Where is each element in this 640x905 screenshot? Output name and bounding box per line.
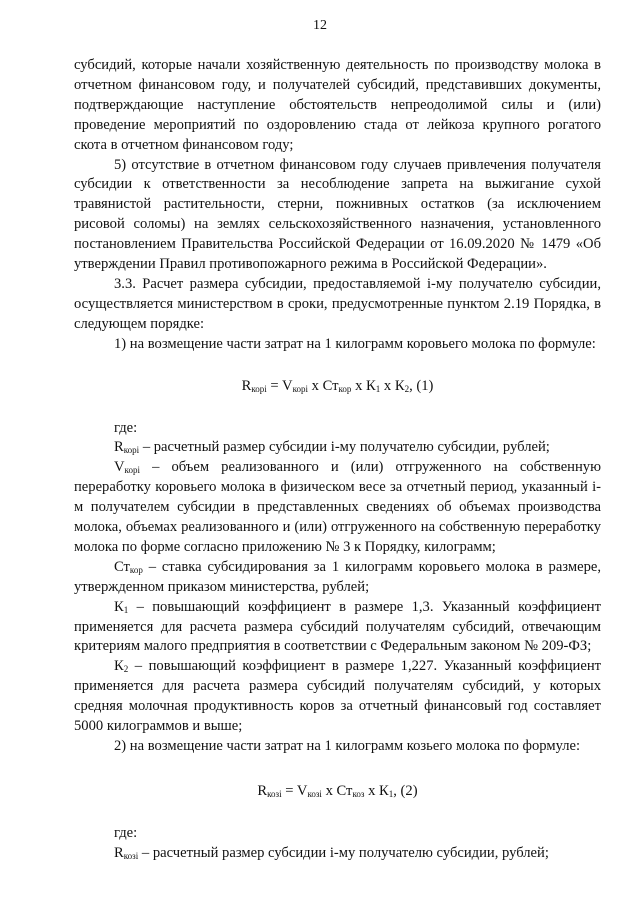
document-body bbox=[74, 56, 601, 864]
paragraph-continuation: субсидий, которые начали хозяйственную деятельность по производству молока в отчетном финансовом году, и получателей субсидий, представивших документы, подтверждающие наступление обстоятельств непреодолимой силы и (или) проведение мероприятий по оздоровлению стада от лейкоза крупного рогатого скота в отчетном финансовом году; bbox=[74, 57, 601, 153]
definition-v-kor: $V_{корi}$ – объем реализованного и (или) отгруженного на собственную переработку коровьего молока в физическом весе за отчетный период, указанный i-м получателем субсидии в представленных сведениях об объемах производства молока, объемах реализованного и (или) отгруженного на собственную переработку молока по форме согласно приложению № 3 к Порядку, килограмм; bbox=[74, 459, 601, 555]
definition-r-koz: $R_{козi}$ – расчетный размер субсидии i-му получателю субсидии, рублей; bbox=[114, 844, 549, 861]
where-label-1: где: bbox=[114, 419, 138, 436]
formula-1: $R_{корi} = V_{корi}$ х $Ст_{кор}$ х $К_1$ х $К_2$, (1) bbox=[241, 377, 434, 394]
formula-2: $R_{козi} = V_{козi}$ х $Ст_{коз}$ х $К_1$, (2) bbox=[257, 782, 418, 799]
paragraph-3-3: 3.3. Расчет размера субсидии, предоставляемой i-му получателю субсидии, осуществляется министерством в сроки, предусмотренные пунктом 2.19 Порядка, в следующем порядке: bbox=[74, 275, 601, 332]
paragraph-item-5: 5) отсутствие в отчетном финансовом году случаев привлечения получателя субсидии к ответственности за несоблюдение запрета на выжигание сухой травянистой растительности, стерни, пожнивных остатков (за исключением рисовой соломы) на землях сельскохозяйственного назначения, установленного постановлением Правительства Российской Федерации от 16.09.2020 № 1479 «Об утверждении Правил противопожарного режима в Российской Федерации». bbox=[74, 156, 601, 273]
definition-k1: $К_1$ – повышающий коэффициент в размере 1,3. Указанный коэффициент применяется для расчета размера субсидий получателям субсидий, отвечающим критериям малого предприятия в соответствии с Федеральным законом № 209-ФЗ; bbox=[74, 598, 601, 655]
paragraph-item-1: 1) на возмещение части затрат на 1 килограмм коровьего молока по формуле: bbox=[114, 335, 596, 352]
definition-st-kor: $Ст_{кор}$ – ставка субсидирования за 1 килограмм коровьего молока в размере, утвержденном приказом министерства, рублей; bbox=[74, 558, 602, 595]
where-label-2: где: bbox=[114, 824, 138, 841]
paragraph-item-2: 2) на возмещение части затрат на 1 килограмм козьего молока по формуле: bbox=[114, 738, 581, 754]
definition-k2: $К_2$ – повышающий коэффициент в размере 1,227. Указанный коэффициент применяется для расчета размера субсидий получателям субсидий, у которых средняя молочная продуктивность коров за отчетный финансовый год составляет 5000 килограммов и выше; bbox=[74, 658, 602, 735]
definition-r-kor: $R_{корi}$ – расчетный размер субсидии i-му получателю субсидии, рублей; bbox=[114, 439, 550, 456]
page-number: 12 bbox=[313, 18, 327, 33]
